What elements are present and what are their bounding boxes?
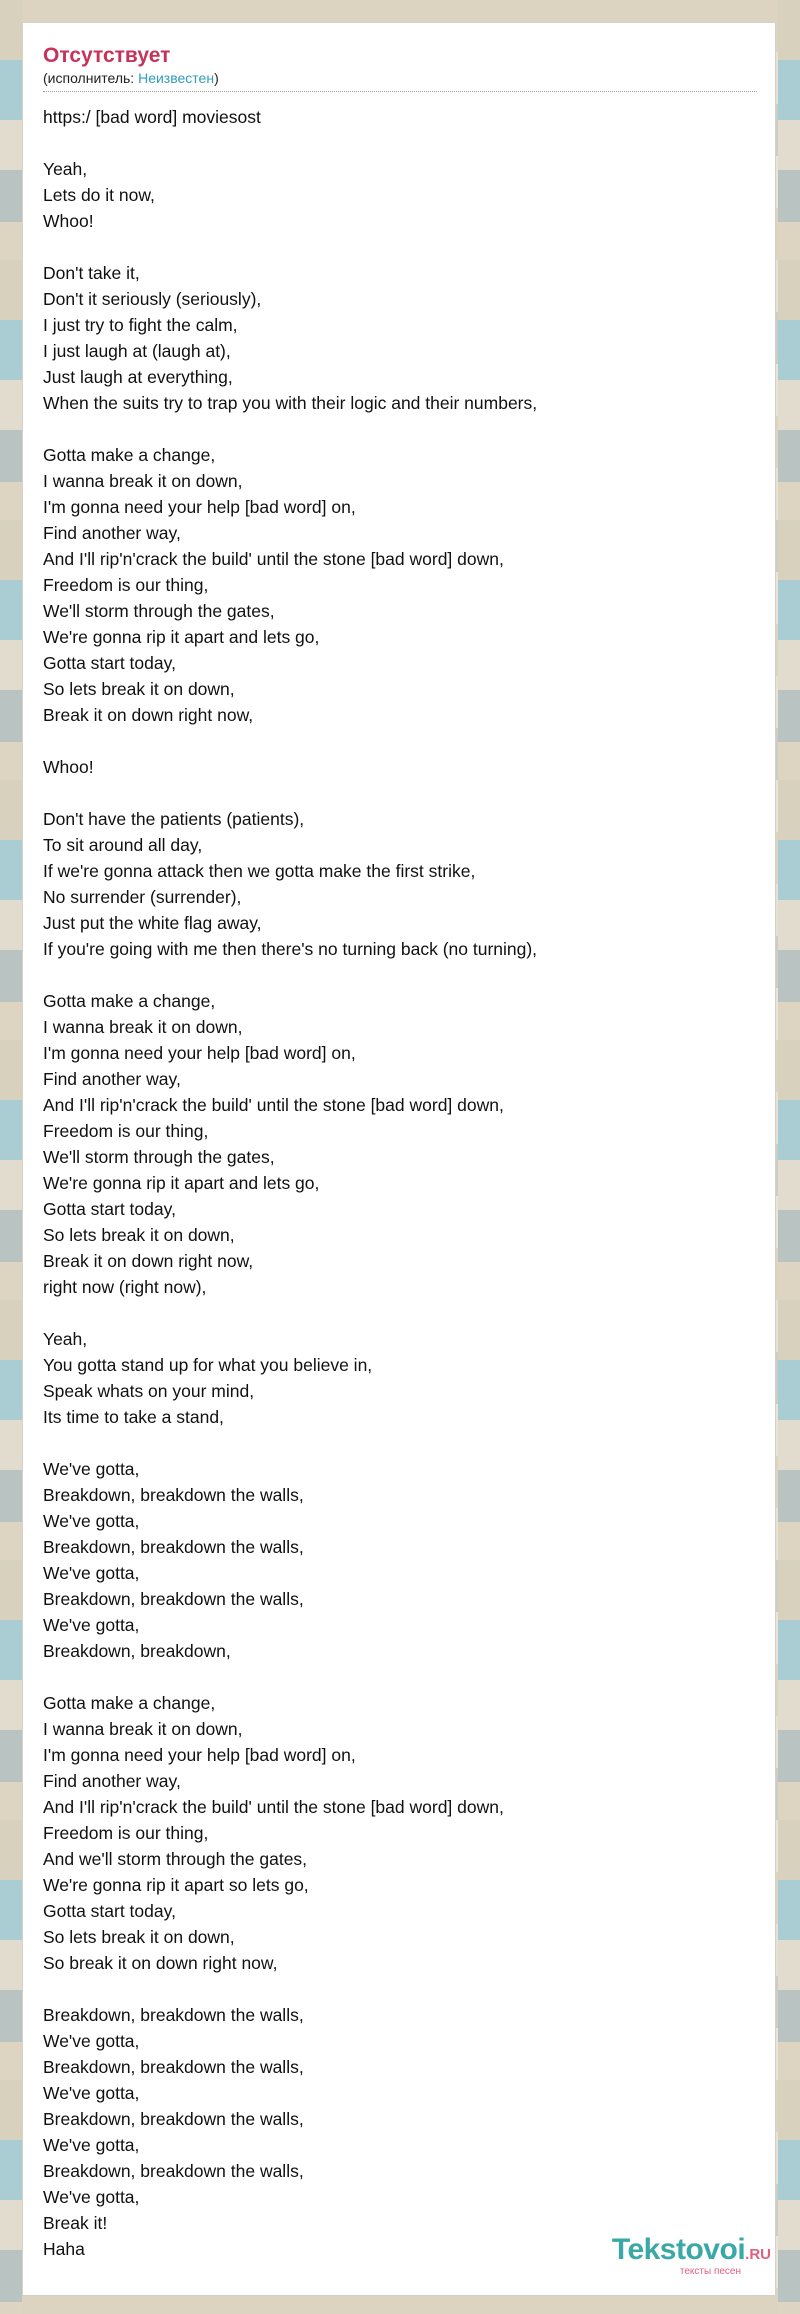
lyrics-line: I wanna break it on down, [43,1017,243,1037]
lyrics-line: And we'll storm through the gates, [43,1849,308,1869]
lyrics-line: Breakdown, breakdown, [43,1641,231,1661]
lyrics-blank-line [43,416,757,442]
lyrics-line: We've gotta, [43,1615,140,1635]
lyrics-blank-line [43,234,757,260]
song-header [43,43,757,92]
song-title: Отсутствует [43,44,171,67]
artist-line [43,69,757,87]
lyrics-line: Whoo! [43,757,94,777]
lyrics-blank-line [43,780,757,806]
lyrics-line: We've gotta, [43,2031,140,2051]
lyrics-line: We've gotta, [43,2187,140,2207]
lyrics-line: No surrender (surrender), [43,887,242,907]
lyrics-line: Haha [43,2239,85,2259]
lyrics-line: Don't have the patients (patients), [43,809,305,829]
lyrics-line: We've gotta, [43,2135,140,2155]
lyrics-line: Just laugh at everything, [43,367,233,387]
lyrics-line: We'll storm through the gates, [43,1147,275,1167]
lyrics-line: Gotta make a change, [43,445,216,465]
lyrics-line: Gotta make a change, [43,991,216,1011]
lyrics-line: Whoo! [43,211,94,231]
lyrics-line: Gotta start today, [43,1901,176,1921]
lyrics-blank-line [43,1976,757,2002]
lyrics-line: Speak whats on your mind, [43,1381,255,1401]
lyrics-line: right now (right now), [43,1277,207,1297]
lyrics-line: When the suits try to trap you with their logic and their numbers, [43,393,538,413]
site-logo[interactable] [612,2234,771,2277]
lyrics-line: We've gotta, [43,1511,140,1531]
lyrics-line: I'm gonna need your help [bad word] on, [43,1745,356,1765]
logo-main-text: Tekstovoi [611,2233,746,2266]
lyrics-line: Yeah, [43,1329,88,1349]
lyrics-line: I'm gonna need your help [bad word] on, [43,497,356,517]
lyrics-line: Breakdown, breakdown the walls, [43,2005,304,2025]
logo-tagline: тексты песен [679,2266,741,2277]
lyrics-line: Find another way, [43,523,181,543]
lyrics-line: Its time to take a stand, [43,1407,224,1427]
lyrics-line: Just put the white flag away, [43,913,262,933]
lyrics-line: So lets break it on down, [43,1927,235,1947]
lyrics-text [43,104,757,2262]
lyrics-line: We're gonna rip it apart so lets go, [43,1875,309,1895]
lyrics-line: I wanna break it on down, [43,471,243,491]
lyrics-line: I'm gonna need your help [bad word] on, [43,1043,356,1063]
lyrics-line: Breakdown, breakdown the walls, [43,2161,304,2181]
lyrics-line: Break it on down right now, [43,705,254,725]
lyrics-line: Lets do it now, [43,185,155,205]
lyrics-line: And I'll rip'n'crack the build' until the stone [bad word] down, [43,1095,504,1115]
lyrics-line: Gotta start today, [43,1199,176,1219]
lyrics-line: Freedom is our thing, [43,1823,209,1843]
lyrics-line: Yeah, [43,159,88,179]
lyrics-line: Breakdown, breakdown the walls, [43,1537,304,1557]
lyrics-line: We're gonna rip it apart and lets go, [43,1173,320,1193]
lyrics-line: We've gotta, [43,1563,140,1583]
lyrics-line: https:/ [bad word] moviesost [43,107,261,127]
lyrics-blank-line [43,728,757,754]
artist-suffix: ) [214,70,219,86]
lyrics-line: Find another way, [43,1771,181,1791]
lyrics-line: So lets break it on down, [43,1225,235,1245]
lyrics-line: We'll storm through the gates, [43,601,275,621]
lyrics-line: Breakdown, breakdown the walls, [43,1485,304,1505]
lyrics-line: Freedom is our thing, [43,1121,209,1141]
lyrics-line: I just try to fight the calm, [43,315,238,335]
lyrics-line: Gotta make a change, [43,1693,216,1713]
lyrics-line: Breakdown, breakdown the walls, [43,2109,304,2129]
lyrics-blank-line [43,130,757,156]
lyrics-line: So break it on down right now, [43,1953,278,1973]
lyrics-line: Freedom is our thing, [43,575,209,595]
lyrics-line: So lets break it on down, [43,679,235,699]
lyrics-line: Find another way, [43,1069,181,1089]
lyrics-card [22,22,776,2296]
background-stripe-left [0,0,22,2314]
lyrics-line: Don't it seriously (seriously), [43,289,262,309]
lyrics-line: Gotta start today, [43,653,176,673]
lyrics-line: I just laugh at (laugh at), [43,341,231,361]
lyrics-line: Break it! [43,2213,108,2233]
lyrics-blank-line [43,1430,757,1456]
lyrics-line: To sit around all day, [43,835,203,855]
lyrics-line: You gotta stand up for what you believe in, [43,1355,373,1375]
lyrics-line: And I'll rip'n'crack the build' until the stone [bad word] down, [43,549,504,569]
background-stripe-right [778,0,800,2314]
lyrics-line: Breakdown, breakdown the walls, [43,2057,304,2077]
lyrics-line: If we're gonna attack then we gotta make the first strike, [43,861,476,881]
lyrics-line: We're gonna rip it apart and lets go, [43,627,320,647]
lyrics-line: Break it on down right now, [43,1251,254,1271]
lyrics-line: If you're going with me then there's no turning back (no turning), [43,939,538,959]
lyrics-line: We've gotta, [43,1459,140,1479]
artist-prefix: (исполнитель: [43,70,139,86]
lyrics-blank-line [43,1664,757,1690]
lyrics-line: Don't take it, [43,263,140,283]
lyrics-line: Breakdown, breakdown the walls, [43,1589,304,1609]
lyrics-line: I wanna break it on down, [43,1719,243,1739]
logo-tld: .RU [745,2246,771,2263]
lyrics-blank-line [43,962,757,988]
lyrics-blank-line [43,1300,757,1326]
artist-link[interactable]: Неизвестен [138,70,215,86]
lyrics-line: We've gotta, [43,2083,140,2103]
lyrics-line: And I'll rip'n'crack the build' until the stone [bad word] down, [43,1797,504,1817]
